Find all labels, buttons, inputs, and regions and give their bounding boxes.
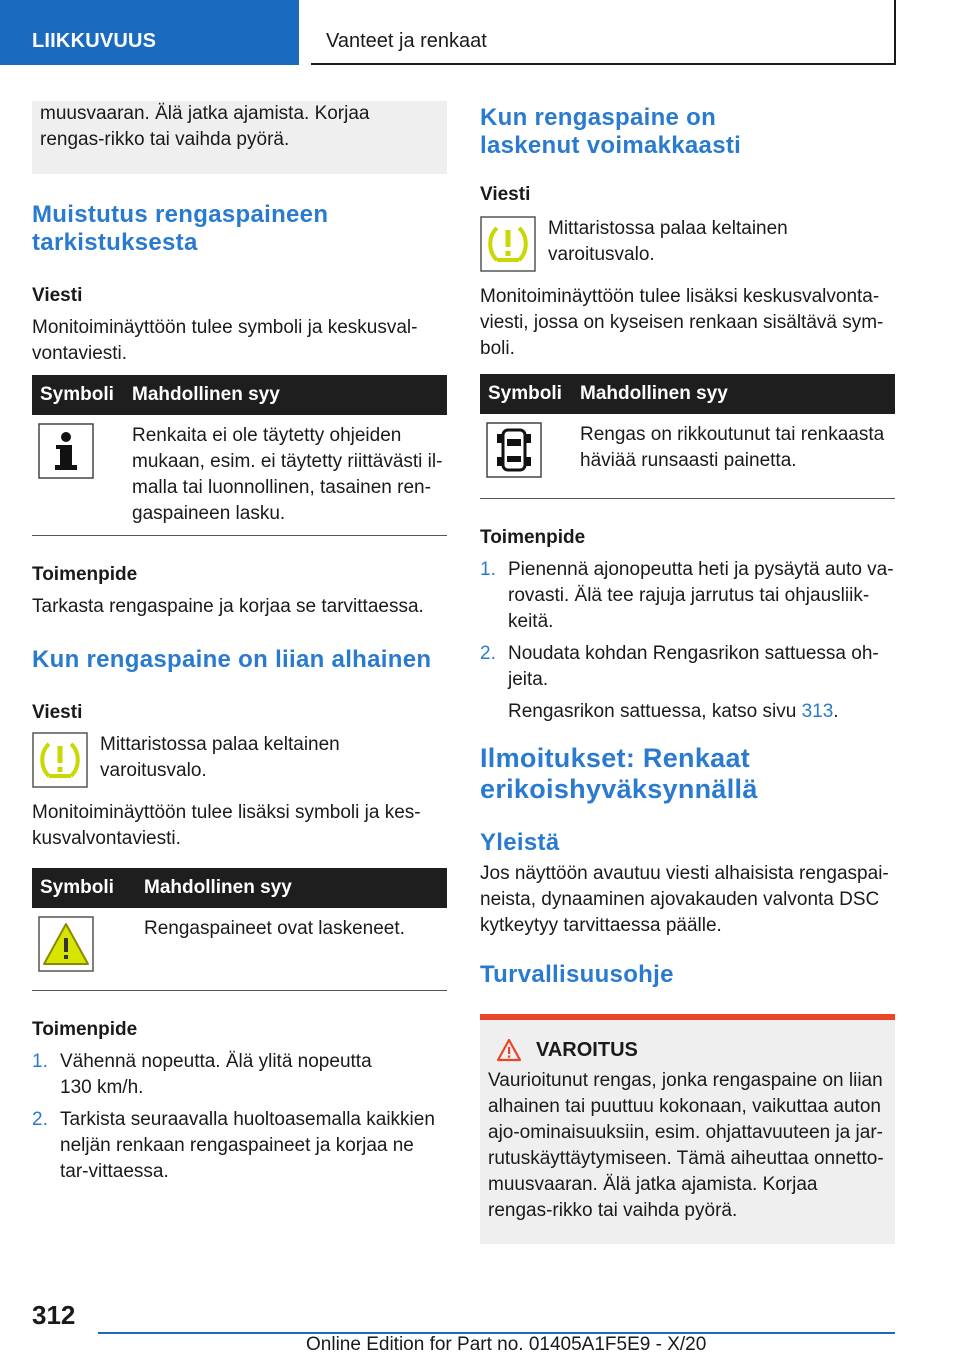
reminder-message-label: Viesti [32, 285, 83, 306]
table-header-symbol: Symboli [32, 868, 136, 908]
reminder-action-label: Toimenpide [32, 564, 138, 585]
tire-pressure-warning-light-icon [32, 732, 88, 788]
continued-warning-box [32, 101, 447, 174]
step-text: Vähennä nopeutta. Älä ylitä nopeutta 130 km/h. [60, 1051, 372, 1098]
too-low-message-label: Viesti [32, 702, 83, 723]
reminder-cause: Renkaita ei ole täytetty ohjeiden mukaan, esim. ei täytetty riittävästi il-malla tai luonnollinen, tasainen ren-gaspaineen lasku. [124, 415, 447, 536]
too-low-heading: Kun rengaspaine on liian alhainen [32, 646, 432, 673]
table-row [480, 414, 895, 499]
warning-label: VAROITUS [536, 1038, 638, 1061]
too-low-message-text: Monitoiminäyttöön tulee lisäksi symboli ja kes-kusvalvontaviesti. [32, 802, 421, 849]
table-row [32, 415, 447, 536]
tire-pressure-warning-light-icon [480, 216, 536, 272]
list-item [32, 1049, 447, 1101]
step-number: 2. [32, 1109, 48, 1130]
step-text: Noudata kohdan Rengasrikon sattuessa oh-jeita. [508, 643, 879, 690]
step-number: 2. [480, 643, 496, 664]
car-tire-icon [486, 422, 542, 478]
too-low-indicator-text: Mittaristossa palaa keltainen varoitusvalo. [100, 734, 340, 781]
table-header-cause: Mahdollinen syy [124, 375, 447, 415]
warning-triangle-icon [38, 916, 94, 972]
chapter-title: Vanteet ja renkaat [311, 0, 896, 65]
list-item [480, 641, 895, 725]
page-number: 312 [32, 1300, 76, 1330]
list-item [32, 1107, 447, 1185]
table-header-cause: Mahdollinen syy [136, 868, 447, 908]
dropped-heading: Kun rengaspaine on laskenut voimakkaasti [480, 104, 742, 159]
too-low-action-label: Toimenpide [32, 1019, 138, 1040]
table-header-cause: Mahdollinen syy [572, 374, 895, 414]
dropped-message-label: Viesti [480, 184, 531, 205]
page-reference-link[interactable]: 313 [801, 701, 834, 722]
step-reference: Rengasrikon sattuessa, katso sivu 313. [508, 701, 839, 722]
reminder-message-text: Monitoiminäyttöön tulee symboli ja keskusval-vontaviesti. [32, 317, 418, 364]
dropped-steps [480, 557, 895, 725]
dropped-symbol-table [480, 374, 895, 499]
table-header-symbol: Symboli [32, 375, 124, 415]
reminder-heading: Muistutus rengaspaineen tarkistuksesta [32, 201, 329, 256]
approval-heading: Ilmoitukset: Renkaat erikoishyväksynnällä [480, 743, 758, 804]
reminder-action-text: Tarkasta rengaspaine ja korjaa se tarvittaessa. [32, 596, 424, 617]
dropped-indicator-text: Mittaristossa palaa keltainen varoitusvalo. [548, 218, 788, 265]
warning-icon [496, 1038, 522, 1062]
dropped-message-text: Monitoiminäyttöön tulee lisäksi keskusvalvonta-viesti, jossa on kyseisen renkaan sisältävä sym-boli. [480, 286, 884, 359]
dropped-action-label: Toimenpide [480, 527, 586, 548]
footer-edition: Online Edition for Part no. 01405A1F5E9 - X/20 [306, 1334, 707, 1355]
right-column [480, 104, 895, 1244]
general-heading: Yleistä [480, 829, 560, 856]
left-column [32, 101, 447, 1191]
dropped-cause: Rengas on rikkoutunut tai renkaasta häviää runsaasti painetta. [572, 414, 895, 499]
table-row [32, 908, 447, 991]
too-low-steps [32, 1049, 447, 1185]
step-number: 1. [32, 1051, 48, 1072]
warning-text: Vaurioitunut rengas, jonka rengaspaine on liian alhainen tai puuttuu kokonaan, vaikuttaa auton ajo-ominaisuuksiin, esim. ohjattavuuteen ja jar-rutuskäyttäytymiseen. Tämä aiheuttaa onnetto-muusvaaran. Älä jatka ajamista. Korjaa rengas-rikko tai vaihda pyörä. [488, 1070, 884, 1221]
too-low-cause: Rengaspaineet ovat laskeneet. [136, 908, 447, 991]
general-text: Jos näyttöön avautuu viesti alhaisista rengaspai-neista, dynaaminen ajovakauden valvonta DSC kytkeytyy tarvittaessa päälle. [480, 863, 889, 936]
step-text: Pienennä ajonopeutta heti ja pysäytä auto va-rovasti. Älä tee rajuja jarrutus tai ohjausliik-keitä. [508, 559, 894, 632]
continued-warning-text: muusvaaran. Älä jatka ajamista. Korjaa rengas-rikko tai vaihda pyörä. [40, 103, 370, 150]
step-text: Tarkista seuraavalla huoltoasemalla kaikkien neljän renkaan rengaspaineet ja korjaa ne tar-vittaessa. [60, 1109, 435, 1182]
table-header-symbol: Symboli [480, 374, 572, 414]
reminder-symbol-table [32, 375, 447, 536]
section-tab: LIIKKUVUUS [0, 0, 299, 65]
warning-box [480, 1014, 895, 1244]
too-low-symbol-table [32, 868, 447, 991]
info-icon [38, 423, 94, 479]
list-item [480, 557, 895, 635]
safety-heading: Turvallisuusohje [480, 961, 674, 988]
step-number: 1. [480, 559, 496, 580]
